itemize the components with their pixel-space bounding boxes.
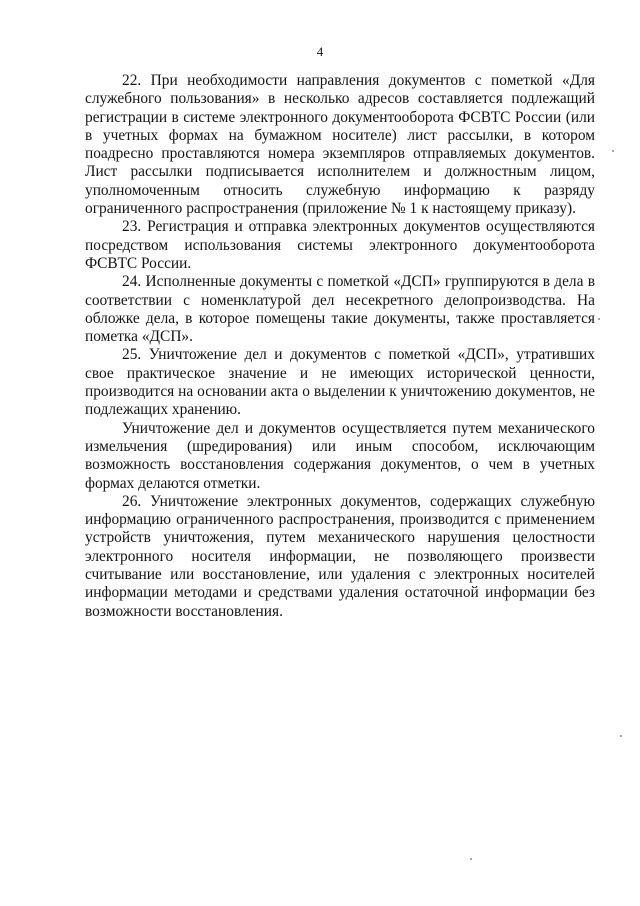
- scan-speck: [620, 735, 622, 737]
- paragraph-22: 22. При необходимости направления документов с пометкой «Для служебного пользования» в несколько адресов составляется подлежащий регистрации в системе электронного документооборота ФСВТС России (или в учетных формах на бумажном носителе) лист рассылки, в котором поадресно проставляются номера экземпляров отправляемых документов. Лист рассылки подписывается исполнителем и должностным лицом, уполномоченным относить служебную информацию к разряду ограниченного распространения (приложение № 1 к настоящему приказу).: [85, 72, 595, 218]
- page-number: 4: [316, 44, 324, 59]
- paragraph-25-continued: Уничтожение дел и документов осуществляется путем механического измельчения (шредирования) или иным способом, исключающим возможность восстановления содержания документов, о чем в учетных формах делаются отметки.: [85, 419, 595, 492]
- paragraph-24: 24. Исполненные документы с пометкой «ДСП» группируются в дела в соответствии с номенклатурой дел несекретного делопроизводства. На обложке дела, в которое помещены такие документы, также проставляется пометка «ДСП».: [85, 273, 595, 346]
- scan-speck: [612, 150, 614, 152]
- scan-speck: [470, 858, 472, 860]
- scan-speck: [598, 318, 600, 320]
- paragraph-26: 26. Уничтожение электронных документов, содержащих служебную информацию ограниченного распространения, производится с применением устройств уничтожения, путем механического нарушения целостности электронного носителя информации, не позволяющего произвести считывание или восстановление, или удаления с электронных носителей информации методами и средствами удаления остаточной информации без возможности восстановления.: [85, 492, 595, 620]
- paragraph-25: 25. Уничтожение дел и документов с пометкой «ДСП», утративших свое практическое значение и не имеющих исторической ценности, производится на основании акта о выделении к уничтожению документов, не подлежащих хранению.: [85, 346, 595, 419]
- paragraph-23: 23. Регистрация и отправка электронных документов осуществляются посредством использования системы электронного документооборота ФСВТС России.: [85, 218, 595, 272]
- document-body: [85, 72, 595, 621]
